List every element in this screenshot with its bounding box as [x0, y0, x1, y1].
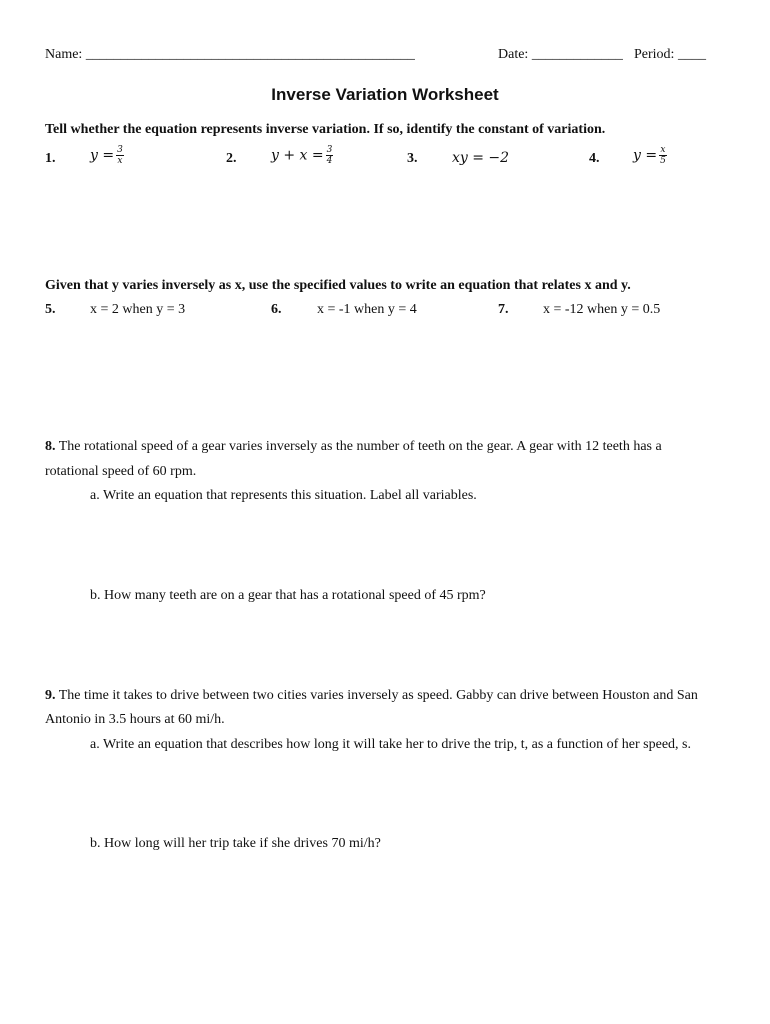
problem-4-numerator: x — [660, 145, 666, 155]
problem-1-denominator: x — [117, 156, 123, 166]
problem-9-line1 — [45, 688, 698, 704]
problem-8-part-b: b. How many teeth are on a gear that has a rotational speed of 45 rpm? — [90, 588, 486, 603]
problem-7-number: 7. — [498, 302, 509, 317]
problem-3-equation: xy = −2 — [452, 150, 510, 166]
problem-8-line2: rotational speed of 60 rpm. — [45, 464, 197, 479]
problem-2-equation — [271, 145, 333, 166]
problem-2-number: 2. — [226, 151, 237, 166]
problem-2-lhs: y + x = — [271, 147, 324, 164]
problem-9-number: 9. — [45, 688, 56, 703]
section2-instruction: Given that y varies inversely as x, use the specified values to write an equation that relates x and y. — [45, 278, 631, 293]
problem-1-equation — [90, 145, 124, 166]
problem-5-text: x = 2 when y = 3 — [90, 302, 186, 317]
problem-9-text: The time it takes to drive between two cities varies inversely as speed. Gabby can drive between Houston and San — [55, 688, 698, 703]
date-field: Date: _____________ — [498, 47, 623, 62]
section1-instruction: Tell whether the equation represents inverse variation. If so, identify the constant of variation. — [45, 122, 606, 137]
problem-8-text: The rotational speed of a gear varies inversely as the number of teeth on the gear. A gear with 12 teeth has a — [55, 439, 662, 454]
name-field: Name: _______________________________________________ — [45, 47, 415, 62]
problem-9-part-b: b. How long will her trip take if she drives 70 mi/h? — [90, 836, 381, 851]
problem-5-number: 5. — [45, 302, 56, 317]
problem-3-number: 3. — [407, 151, 418, 166]
problem-7-text: x = -12 when y = 0.5 — [543, 302, 661, 317]
problem-6-text: x = -1 when y = 4 — [317, 302, 417, 317]
period-field: Period: ____ — [634, 47, 706, 62]
problem-1-numerator: 3 — [117, 145, 123, 155]
problem-8-line1 — [45, 439, 662, 455]
problem-8-number: 8. — [45, 439, 56, 454]
problem-4-equation — [633, 145, 667, 166]
problem-9-part-a: a. Write an equation that describes how long it will take her to drive the trip, t, as a function of her speed, s. — [90, 737, 692, 752]
problem-4-denominator: 5 — [660, 156, 666, 166]
problem-6-number: 6. — [271, 302, 282, 317]
problem-4-lhs: y = — [633, 147, 658, 164]
problem-9-line2: Antonio in 3.5 hours at 60 mi/h. — [45, 712, 225, 727]
page-title: Inverse Variation Worksheet — [271, 85, 499, 104]
problem-2-denominator: 4 — [326, 156, 333, 166]
problem-4-number: 4. — [589, 151, 600, 166]
problem-8-part-a: a. Write an equation that represents this situation. Label all variables. — [90, 488, 477, 503]
problem-1-number: 1. — [45, 151, 56, 166]
problem-2-numerator: 3 — [326, 145, 333, 155]
problem-1-lhs: y = — [90, 147, 115, 164]
